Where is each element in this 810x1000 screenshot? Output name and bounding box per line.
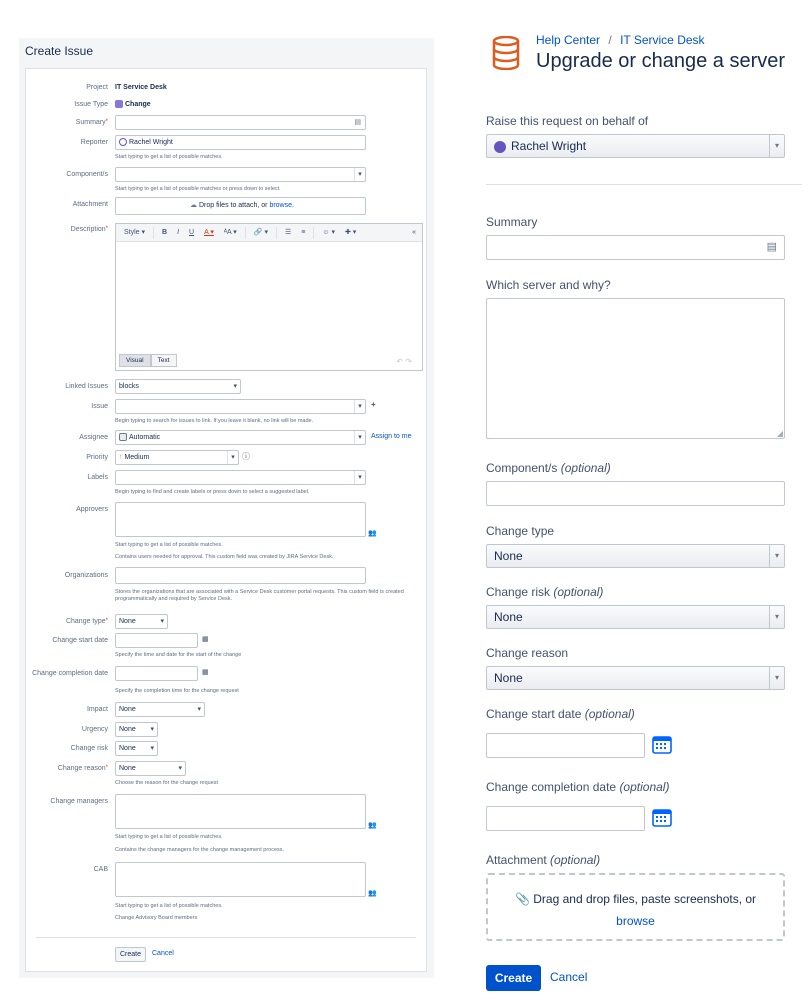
cancel-link[interactable]: Cancel xyxy=(152,950,174,957)
change-managers-help-1: Start typing to get a list of possible matches. xyxy=(115,834,223,840)
organizations-input[interactable] xyxy=(115,567,366,584)
chevron-down-icon[interactable]: ▾ xyxy=(354,168,365,181)
which-server-textarea[interactable] xyxy=(486,298,785,439)
cab-label: CAB xyxy=(93,866,108,873)
style-dropdown[interactable]: Style ▾ xyxy=(124,228,146,236)
undo-redo-icon[interactable]: ↶ ↷ xyxy=(396,357,412,366)
browse-link[interactable]: browse. xyxy=(269,202,294,209)
attachment-label: Attachment (optional) xyxy=(486,853,601,867)
attachment-label: Attachment xyxy=(72,201,108,208)
change-reason-select[interactable]: None ▾ xyxy=(486,666,785,690)
change-type-select[interactable]: None ▾ xyxy=(486,544,785,568)
editor-tabs xyxy=(119,354,177,367)
required-marker: * xyxy=(105,226,108,232)
calendar-icon[interactable]: ▦ xyxy=(202,669,209,676)
assignee-label: Assignee xyxy=(79,434,108,441)
urgency-label: Urgency xyxy=(81,726,108,733)
labels-input[interactable] xyxy=(115,470,366,485)
required-marker: * xyxy=(105,765,108,771)
completion-date-label: Change completion date (optional) xyxy=(486,780,670,794)
create-button[interactable]: Create xyxy=(115,947,146,962)
change-type-label: Change type xyxy=(65,618,106,625)
user-picker-icon[interactable]: 👥 xyxy=(368,530,377,537)
approvers-input[interactable] xyxy=(115,502,366,537)
browse-link[interactable]: browse xyxy=(616,914,655,928)
create-button[interactable]: Create xyxy=(486,965,541,991)
change-reason-select[interactable]: None ▾ xyxy=(115,761,186,776)
chevron-down-icon[interactable]: ▾ xyxy=(769,606,784,628)
emoticon-icon[interactable]: ☺ ▾ xyxy=(322,228,335,236)
change-managers-help-2: Contains the change managers for the change management process. xyxy=(115,847,285,853)
tab-visual[interactable]: Visual xyxy=(119,354,151,367)
assign-to-me-link[interactable]: Assign to me xyxy=(371,433,412,440)
cab-input[interactable] xyxy=(115,862,366,897)
change-managers-label: Change managers xyxy=(50,798,108,805)
assignee-input[interactable] xyxy=(115,430,366,445)
description-editor[interactable] xyxy=(115,223,423,371)
priority-medium-icon: ↑ xyxy=(119,454,123,461)
change-reason-label: Change reason xyxy=(57,765,106,772)
user-avatar-icon xyxy=(119,138,127,146)
summary-input[interactable] xyxy=(486,235,785,260)
create-issue-form xyxy=(25,68,427,972)
contact-card-icon: ▤ xyxy=(766,241,777,253)
change-completion-label: Change completion date xyxy=(32,670,108,677)
change-start-input[interactable] xyxy=(115,633,198,648)
change-completion-help: Specify the completion time for the change request xyxy=(115,688,239,694)
behalf-label: Raise this request on behalf of xyxy=(486,114,649,128)
insert-more-icon[interactable]: ✚ ▾ xyxy=(344,228,357,236)
divider xyxy=(36,937,416,938)
required-marker: * xyxy=(105,618,108,624)
approvers-help-2: Contains users needed for approval. This custom field was created by JIRA Service Desk. xyxy=(115,554,334,560)
change-type-label: Change type xyxy=(486,524,555,538)
section-divider xyxy=(486,184,802,185)
urgency-select[interactable]: None ▾ xyxy=(115,722,158,737)
assignee-value: Automatic xyxy=(129,434,161,441)
impact-select[interactable]: None ▾ xyxy=(115,702,205,717)
page-title: Upgrade or change a server xyxy=(536,50,786,72)
approvers-help-1: Start typing to get a list of possible matches. xyxy=(115,542,223,548)
underline-button[interactable]: U xyxy=(189,228,195,236)
cab-help-2: Change Advisory Board members xyxy=(115,915,198,921)
calendar-icon[interactable]: ▦ xyxy=(202,636,209,643)
chevron-down-icon[interactable]: ▾ xyxy=(769,135,784,157)
impact-label: Impact xyxy=(86,706,108,713)
change-risk-label: Change risk (optional) xyxy=(486,585,604,599)
user-picker-icon[interactable]: 👥 xyxy=(368,890,377,897)
bold-button[interactable]: B xyxy=(162,228,168,236)
project-label: Project xyxy=(86,84,108,91)
linked-issues-select[interactable]: blocks ▾ xyxy=(115,379,241,394)
contact-card-icon: ▤ xyxy=(354,119,361,126)
components-help: Start typing to get a list of possible matches or press down to select. xyxy=(115,186,281,192)
numbered-list-icon[interactable]: ≡ xyxy=(301,228,306,236)
cloud-upload-icon: ☁ xyxy=(190,202,198,209)
automatic-user-icon xyxy=(119,433,127,441)
drop-text: Drag and drop files, paste screenshots, or xyxy=(533,892,757,906)
change-completion-input[interactable] xyxy=(115,666,198,681)
resize-handle-icon[interactable]: ◢ xyxy=(776,429,783,438)
customer-portal-form xyxy=(486,0,806,1000)
labels-label: Labels xyxy=(87,474,108,481)
change-start-help: Specify the time and date for the start of the change xyxy=(115,652,242,658)
change-reason-label: Change reason xyxy=(486,646,569,660)
chevron-down-icon[interactable]: ▾ xyxy=(769,667,784,689)
help-icon[interactable]: ⓘ xyxy=(242,452,250,461)
change-reason-help: Choose the reason for the change request xyxy=(115,780,219,786)
change-type-select[interactable]: None ▾ xyxy=(115,614,168,629)
reporter-help: Start typing to get a list of possible matches. xyxy=(115,154,223,160)
project-value: IT Service Desk xyxy=(115,84,167,91)
breadcrumb-help-center[interactable]: Help Center xyxy=(536,33,601,47)
organizations-label: Organizations xyxy=(64,572,108,579)
issue-type-label: Issue Type xyxy=(74,101,108,108)
link-icon[interactable]: 🔗 ▾ xyxy=(253,228,268,236)
components-input[interactable] xyxy=(115,167,366,182)
cab-help-1: Start typing to get a list of possible matches. xyxy=(115,903,223,909)
server-database-icon xyxy=(492,36,520,70)
chevron-down-icon[interactable]: ▾ xyxy=(354,471,365,484)
start-date-label: Change start date (optional) xyxy=(486,707,635,721)
chevron-down-icon[interactable]: ▾ xyxy=(354,431,365,444)
linked-issues-label: Linked Issues xyxy=(65,383,108,390)
chevron-down-icon[interactable]: ▾ xyxy=(354,400,365,413)
start-date-input[interactable] xyxy=(486,733,645,758)
approvers-label: Approvers xyxy=(76,506,108,513)
editor-toolbar xyxy=(116,224,422,242)
reporter-label: Reporter xyxy=(80,139,108,146)
attachment-dropzone[interactable] xyxy=(486,873,785,941)
description-label: Description xyxy=(70,226,106,233)
chevron-down-icon[interactable]: ▾ xyxy=(769,545,784,567)
components-label: Component/s (optional) xyxy=(486,461,611,475)
change-type-icon xyxy=(115,100,123,108)
issue-help: Begin typing to search for issues to link. If you leave it blank, no link will be made. xyxy=(115,418,314,424)
components-label: Component/s xyxy=(66,171,108,178)
text-color-button[interactable]: A ▾ xyxy=(204,228,214,236)
bullet-list-icon[interactable]: ☰ xyxy=(285,228,292,236)
issue-label: Issue xyxy=(91,403,108,410)
issue-input[interactable] xyxy=(115,399,366,414)
breadcrumb xyxy=(536,33,705,47)
change-risk-label: Change risk xyxy=(70,745,108,752)
components-input[interactable] xyxy=(486,481,785,506)
summary-input[interactable] xyxy=(115,115,366,130)
dialog-title: Create Issue xyxy=(25,44,94,58)
summary-label: Summary xyxy=(486,215,538,229)
reporter-input[interactable] xyxy=(115,135,366,150)
priority-label: Priority xyxy=(86,454,108,461)
change-risk-select[interactable]: None ▾ xyxy=(115,741,158,756)
calendar-icon[interactable] xyxy=(652,807,672,827)
change-start-label: Change start date xyxy=(52,637,108,644)
summary-label: Summary xyxy=(75,119,106,126)
breadcrumb-it-service-desk[interactable]: IT Service Desk xyxy=(620,33,705,47)
tab-text[interactable]: Text xyxy=(151,354,177,367)
collapse-icon[interactable]: « xyxy=(412,228,416,236)
required-marker: * xyxy=(105,119,108,125)
behalf-select[interactable]: Rachel Wright ▾ xyxy=(486,134,785,158)
italic-button[interactable]: I xyxy=(177,228,180,236)
change-risk-select[interactable]: None ▾ xyxy=(486,605,785,629)
text-effects-button[interactable]: ᴬA ▾ xyxy=(223,228,237,236)
cancel-link[interactable]: Cancel xyxy=(550,970,588,984)
issue-type-value: Change xyxy=(125,101,151,108)
which-server-label: Which server and why? xyxy=(486,278,611,292)
user-picker-icon[interactable]: 👥 xyxy=(368,822,377,829)
completion-date-input[interactable] xyxy=(486,806,645,831)
paperclip-icon: 📎 xyxy=(514,892,530,906)
drop-text: Drop files to attach, or xyxy=(199,202,268,209)
user-avatar-icon xyxy=(494,141,506,153)
change-managers-input[interactable] xyxy=(115,794,366,829)
breadcrumb-separator: / xyxy=(608,33,612,47)
calendar-icon[interactable] xyxy=(652,734,672,754)
attachment-dropzone[interactable] xyxy=(115,197,366,215)
labels-help: Begin typing to find and create labels or press down to select a suggested label. xyxy=(115,489,310,495)
add-icon[interactable]: + xyxy=(371,400,376,409)
priority-select[interactable]: ↑ Medium ▾ xyxy=(115,450,239,465)
reporter-value: Rachel Wright xyxy=(129,139,173,146)
organizations-help: Stores the organizations that are associated with a Service Desk customer portal requests. This custom field is created programmatically and required by Service Desk. xyxy=(115,589,404,602)
create-issue-dialog xyxy=(19,38,434,978)
chevron-down-icon[interactable]: ▾ xyxy=(227,451,238,464)
